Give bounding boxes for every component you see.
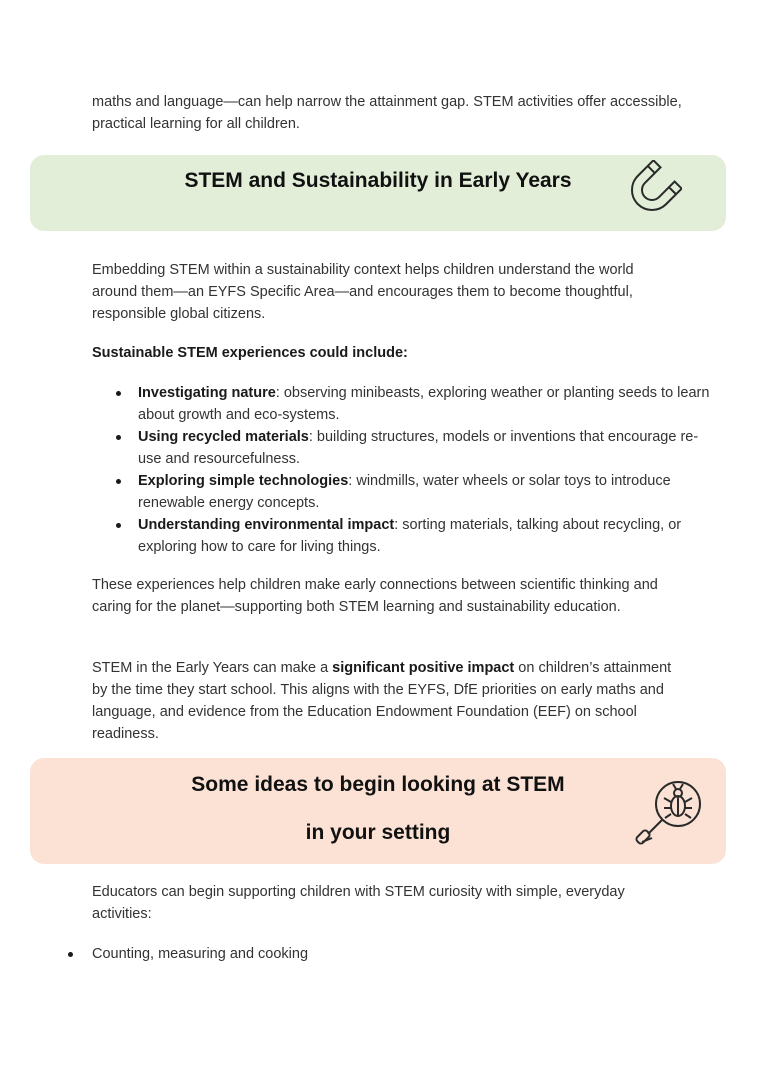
ideas-paragraph: Educators can begin supporting children with STEM curiosity with simple, everyday activities: bbox=[92, 884, 625, 922]
list-item bbox=[138, 514, 718, 558]
impact-highlight: significant positive impact bbox=[332, 660, 515, 676]
impact-text-end: on children’s attainment by the time they start school. This aligns with the EYFS, DfE priorities on early maths and language, and evidence from the Education Endowment Foundation (EEF) on school readiness. bbox=[92, 660, 672, 742]
sustainable-list-heading: Sustainable STEM experiences could include: bbox=[92, 345, 408, 361]
section-banner-ideas bbox=[30, 758, 726, 864]
section-title-ideas-line2: in your setting bbox=[305, 821, 451, 844]
list-item bbox=[138, 382, 718, 426]
list-item-term: Exploring simple technologies bbox=[138, 473, 349, 489]
list-item-text: : windmills, water wheels or solar toys to introduce renewable energy concepts. bbox=[138, 473, 671, 511]
list-item bbox=[138, 426, 718, 470]
list-item: Counting, measuring and cooking bbox=[92, 946, 309, 962]
impact-paragraph bbox=[92, 657, 682, 745]
section-title-sustainability: STEM and Sustainability in Early Years bbox=[184, 169, 572, 192]
list-item-text: : sorting materials, talking about recycling, or exploring how to care for living things. bbox=[138, 517, 682, 555]
list-item bbox=[138, 470, 718, 514]
intro-paragraph: maths and language—can help narrow the attainment gap. STEM activities offer accessible, practical learning for all children. bbox=[92, 94, 682, 132]
sustainability-paragraph: Embedding STEM within a sustainability context helps children understand the world around them—an EYFS Specific Area—and encourages them to become thoughtful, responsible global citizens. bbox=[92, 262, 634, 322]
section-title-ideas-line1: Some ideas to begin looking at STEM bbox=[191, 773, 565, 796]
list-item-term: Understanding environmental impact bbox=[138, 517, 395, 533]
magnet-icon bbox=[622, 160, 682, 220]
list-item-text: : building structures, models or inventions that encourage re-use and resourcefulness. bbox=[138, 429, 699, 467]
section-banner-sustainability bbox=[30, 155, 726, 231]
list-item-term: Using recycled materials bbox=[138, 429, 309, 445]
list-item-text: : observing minibeasts, exploring weather or planting seeds to learn about growth and eco-systems. bbox=[138, 385, 710, 423]
sustainable-experiences-list bbox=[92, 382, 718, 558]
list-item-term: Investigating nature bbox=[138, 385, 276, 401]
magnifier-bug-icon bbox=[634, 776, 710, 848]
closing-paragraph: These experiences help children make early connections between scientific thinking and caring for the planet—supporting both STEM learning and sustainability education. bbox=[92, 577, 658, 615]
impact-text-start: STEM in the Early Years can make a bbox=[92, 660, 333, 676]
bullet-icon bbox=[68, 952, 73, 957]
